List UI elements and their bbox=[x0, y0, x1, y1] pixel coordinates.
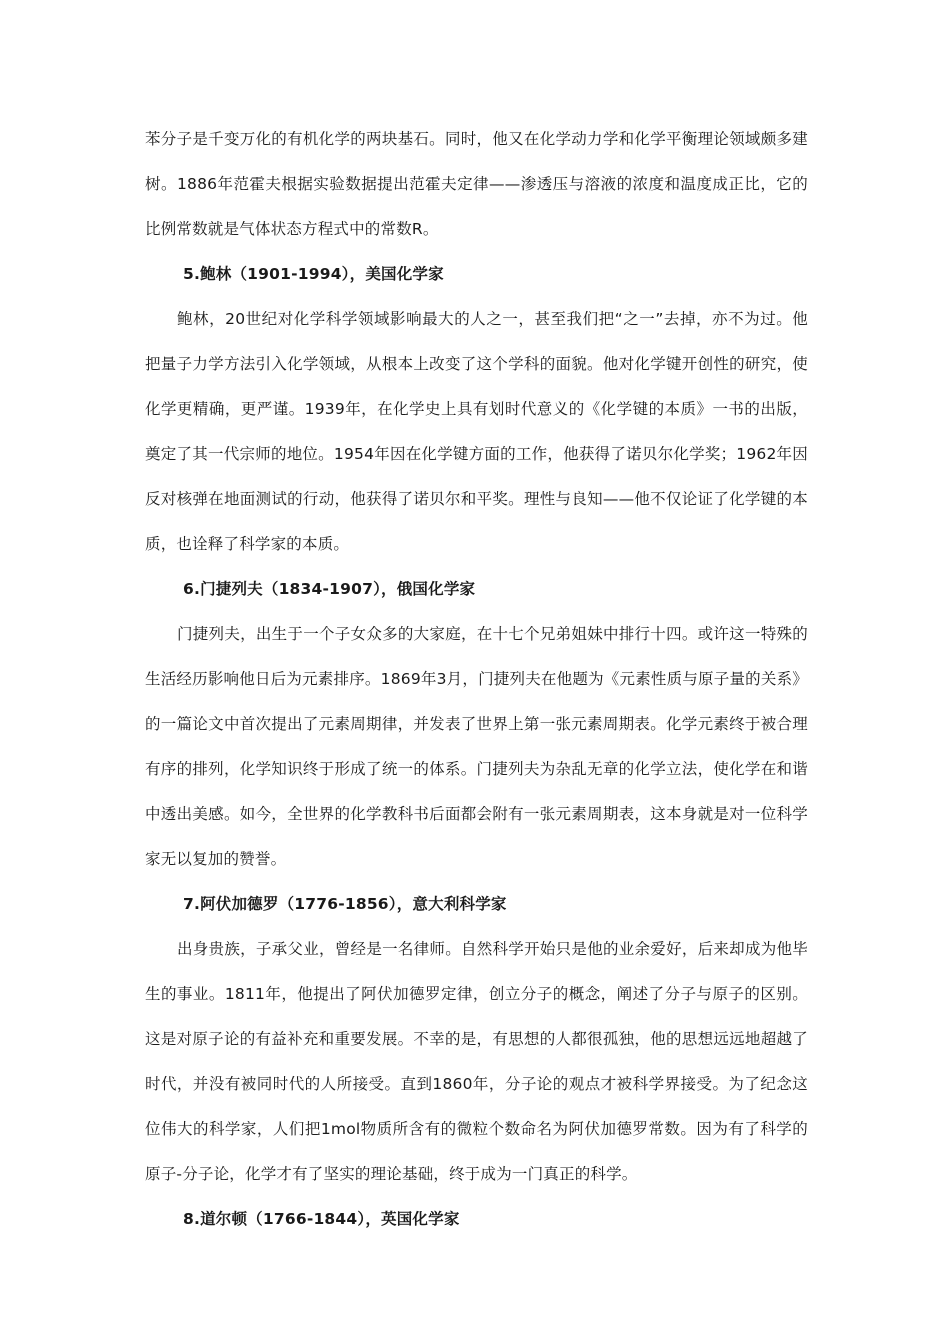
intro-paragraph: 苯分子是千变万化的有机化学的两块基石。同时，他又在化学动力学和化学平衡理论领域颇多建树。1886年范霍夫根据实验数据提出范霍夫定律——渗透压与溶液的浓度和温度成正比，它的比例常数就是气体状态方程式中的常数R。 bbox=[145, 130, 808, 238]
section-heading-dalton: 8.道尔顿（1766-1844），英国化学家 bbox=[183, 1210, 460, 1228]
section-body-mendeleev: 门捷列夫，出生于一个子女众多的大家庭，在十七个兄弟姐妹中排行十四。或许这一特殊的生活经历影响他日后为元素排序。1869年3月，门捷列夫在他题为《元素性质与原子量的关系》的一篇论文中首次提出了元素周期律，并发表了世界上第一张元素周期表。化学元素终于被合理有序的排列，化学知识终于形成了统一的体系。门捷列夫为杂乱无章的化学立法，使化学在和谐中透出美感。如今，全世界的化学教科书后面都会附有一张元素周期表，这本身就是对一位科学家无以复加的赞誉。 bbox=[145, 625, 808, 868]
section-heading-avogadro: 7.阿伏加德罗（1776-1856），意大利科学家 bbox=[183, 895, 507, 913]
section-heading-pauling: 5.鲍林（1901-1994），美国化学家 bbox=[183, 265, 444, 283]
section-heading-mendeleev: 6.门捷列夫（1834-1907），俄国化学家 bbox=[183, 580, 476, 598]
document-body bbox=[145, 117, 808, 1242]
section-body-pauling: 鲍林，20世纪对化学科学领域影响最大的人之一，甚至我们把“之一”去掉，亦不为过。他把量子力学方法引入化学领域，从根本上改变了这个学科的面貌。他对化学键开创性的研究，使化学更精确，更严谨。1939年，在化学史上具有划时代意义的《化学键的本质》一书的出版，奠定了其一代宗师的地位。1954年因在化学键方面的工作，他获得了诺贝尔化学奖；1962年因反对核弹在地面测试的行动，他获得了诺贝尔和平奖。理性与良知——他不仅论证了化学键的本质，也诠释了科学家的本质。 bbox=[145, 310, 808, 553]
section-body-avogadro: 出身贵族，子承父业，曾经是一名律师。自然科学开始只是他的业余爱好，后来却成为他毕生的事业。1811年，他提出了阿伏加德罗定律，创立分子的概念，阐述了分子与原子的区别。这是对原子论的有益补充和重要发展。不幸的是，有思想的人都很孤独，他的思想远远地超越了时代，并没有被同时代的人所接受。直到1860年，分子论的观点才被科学界接受。为了纪念这位伟大的科学家，人们把1mol物质所含有的微粒个数命名为阿伏加德罗常数。因为有了科学的原子-分子论，化学才有了坚实的理论基础，终于成为一门真正的科学。 bbox=[145, 940, 808, 1183]
